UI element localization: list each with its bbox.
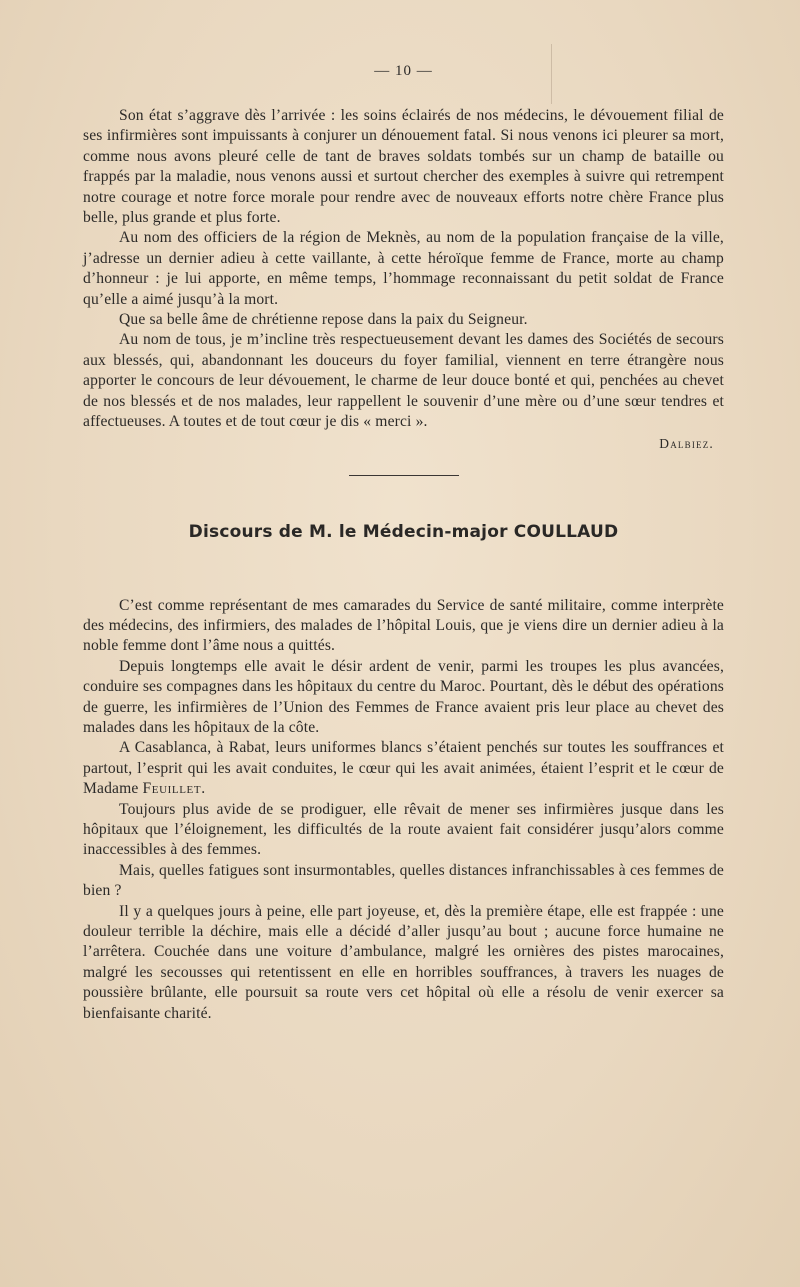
section-divider	[349, 475, 459, 476]
paragraph-end: .	[201, 780, 206, 798]
paragraph: Il y a quelques jours à peine, elle part joyeuse, et, dès la première étape, elle est frappée : une douleur terrible la déchire, mais elle a décidé d’aller jusqu’au bout ; aucune force humaine ne l’arrêtera. Couchée dans une voiture d’ambulance, malgré les ornières des pistes marocaines, malgré les secousses qui retentissent en elle en horribles souffrances, à travers les nuages de poussière brûlante, elle poursuit sa route vers cet hôpital où elle a résolu de venir exercer sa bienfaisante charité.	[83, 902, 724, 1022]
document-page	[83, 62, 724, 1024]
signature: Dalbiez.	[659, 435, 714, 451]
paragraph: Que sa belle âme de chrétienne repose dans la paix du Seigneur.	[119, 311, 528, 329]
paragraph: Toujours plus avide de se prodiguer, elle rêvait de mener ses infirmières jusque dans les hôpitaux que l’éloignement, les difficultés de la route avaient fait considérer jusqu’alors comme inaccessibles à des femmes.	[83, 800, 724, 859]
speech-dalbiez-continued	[83, 106, 724, 453]
page-number: — 10 —	[374, 63, 433, 79]
paragraph: Au nom des officiers de la région de Meknès, au nom de la population française de la ville, j’adresse un dernier adieu à cette vaillante, à cette héroïque femme de France, morte au champ d’honneur : je lui apporte, en même temps, l’hommage reconnaissant du petit soldat de France qu’elle a aimé jusqu’à la mort.	[83, 229, 724, 308]
section-heading: Discours de M. le Médecin-major COULLAUD	[188, 521, 619, 542]
person-name: Feuillet	[142, 780, 202, 798]
paragraph: C’est comme représentant de mes camarades du Service de santé militaire, comme interprète des médecins, des infirmiers, des malades de l’hôpital Louis, que je viens dire un dernier adieu à la noble femme dont l’âme nous a quittés.	[83, 596, 724, 655]
paragraph	[83, 738, 724, 799]
paragraph: Mais, quelles fatigues sont insurmontables, quelles distances infranchissables à ces femmes de bien ?	[83, 861, 724, 900]
speech-coullaud	[83, 596, 724, 1025]
paragraph: Depuis longtemps elle avait le désir ardent de venir, parmi les troupes les plus avancées, conduire ses compagnes dans les hôpitaux du centre du Maroc. Pourtant, dès le début des opérations de guerre, les infirmières de l’Union des Femmes de France avaient pris leur place au chevet des malades dans les hôpitaux de la côte.	[83, 657, 724, 736]
paragraph: Son état s’aggrave dès l’arrivée : les soins éclairés de nos médecins, le dévouement filial de ses infirmières sont impuissants à conjurer un dénouement fatal. Si nous venons ici pleurer sa mort, comme nous avons pleuré celle de tant de braves soldats tombés sur un champ de bataille ou frappés par la maladie, nous venons aussi et surtout chercher des exemples à suivre qui retrempent notre courage et notre force morale pour rendre avec de nouveaux efforts notre chère France plus belle, plus grande et plus forte.	[83, 107, 724, 227]
paragraph-text: A Casablanca, à Rabat, leurs uniformes blancs s’étaient penchés sur toutes les souffrances et partout, l’esprit qui les avait conduites, le cœur qui les avait animées, étaient l’esprit et le cœur de Madame	[83, 739, 724, 798]
paragraph: Au nom de tous, je m’incline très respectueusement devant les dames des Sociétés de secours aux blessés, qui, abandonnant les douceurs du foyer familial, viennent en terre étrangère nous apporter le concours de leur dévouement, le charme de leur douce bonté et qui, penchées au chevet de nos blessés et de nos malades, leur rappellent le souvenir d’une mère ou d’une sœur tendres et affectueuses. A toutes et de tout cœur je dis « merci ».	[83, 331, 724, 431]
